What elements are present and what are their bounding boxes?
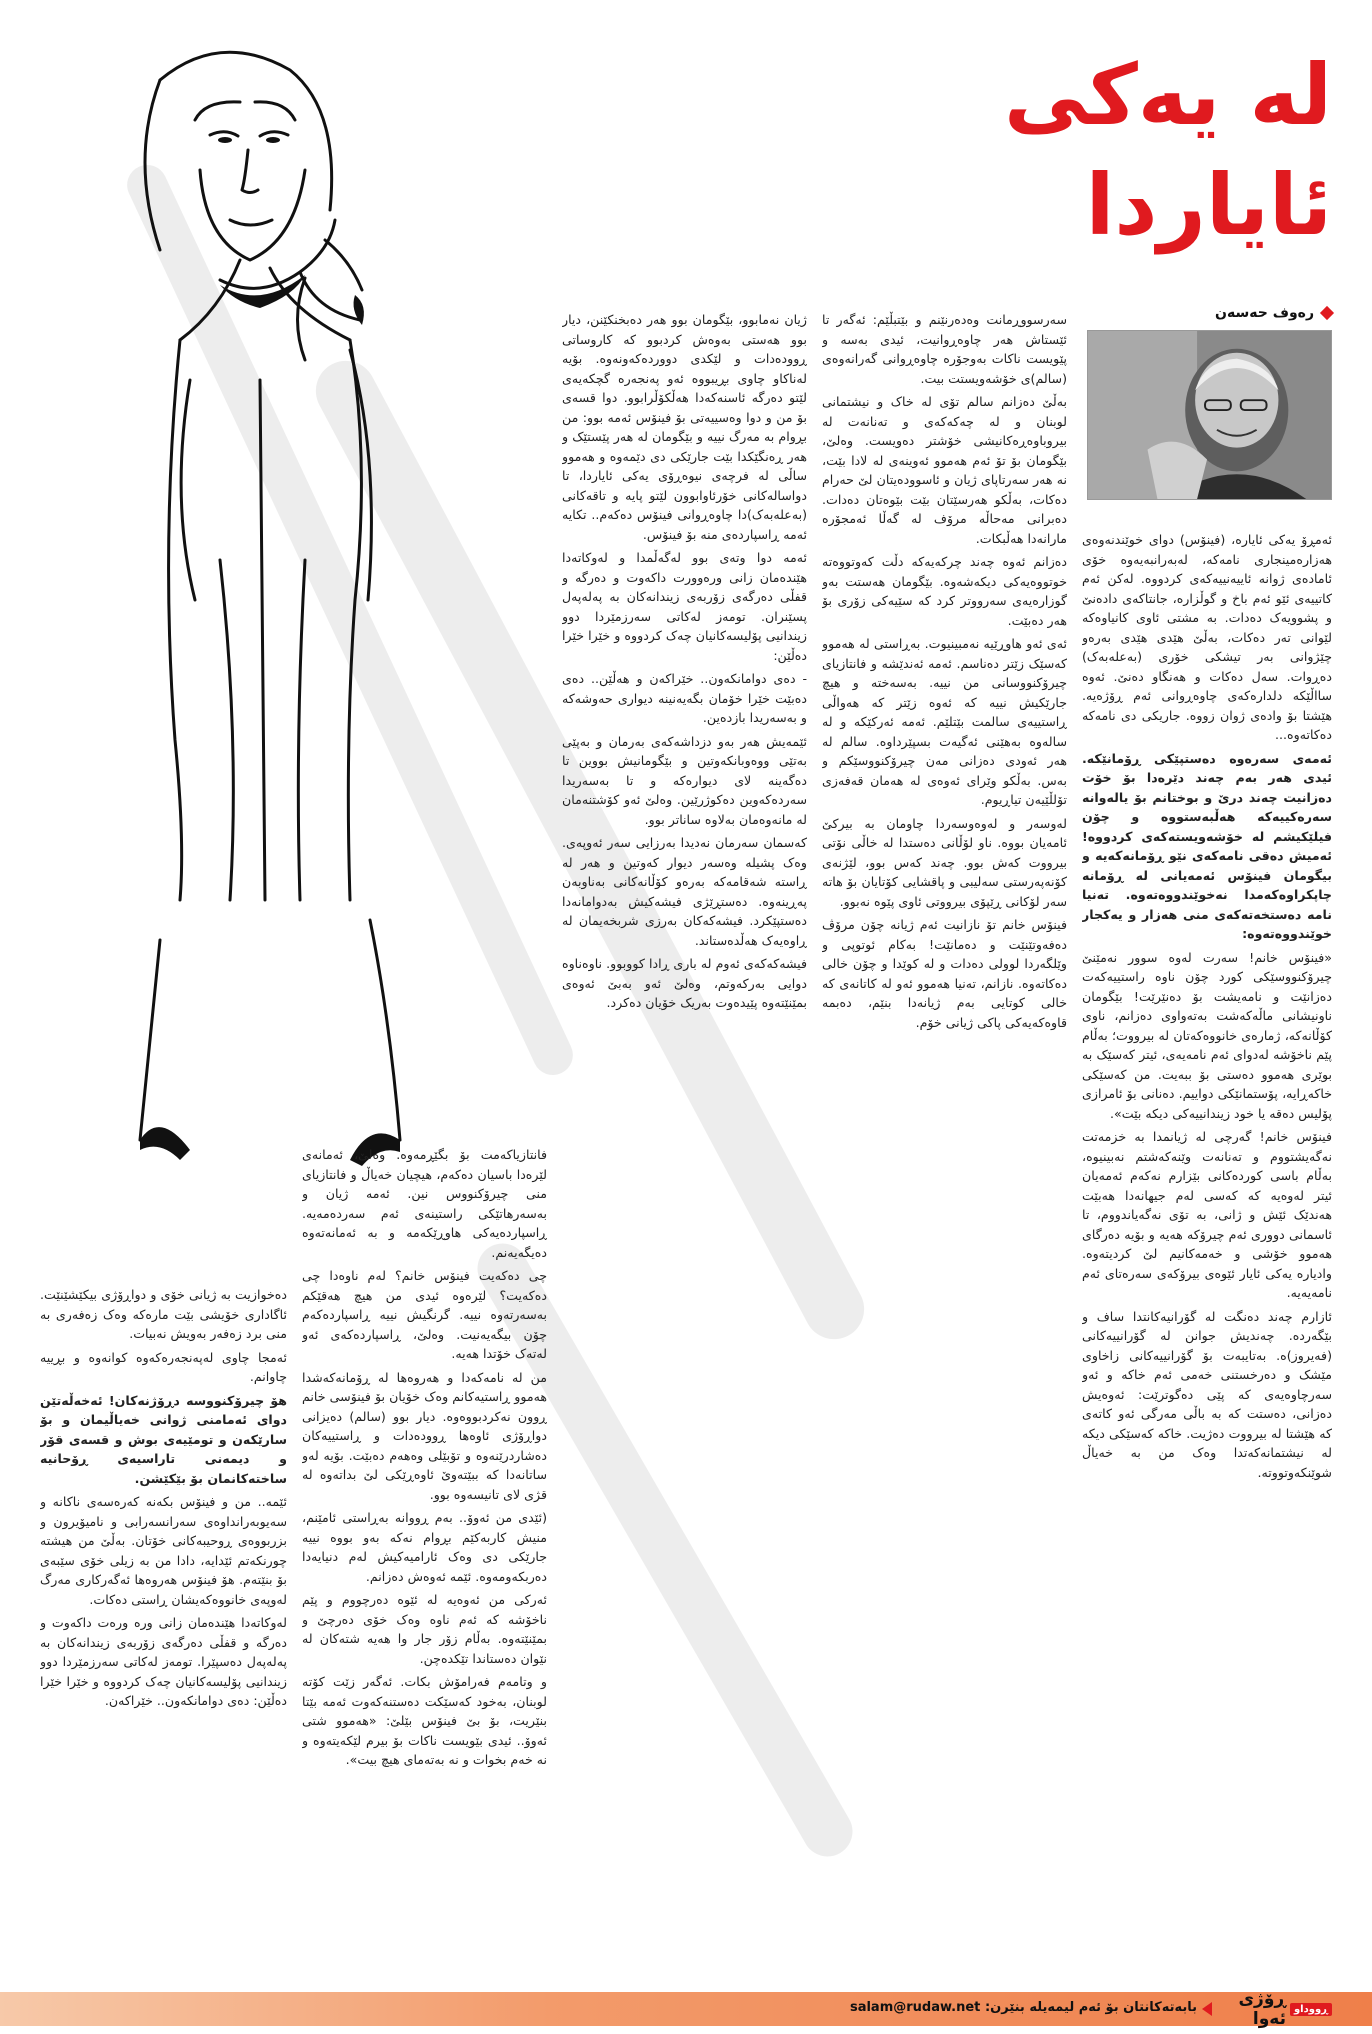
paragraph: ئێمە.. من و فینۆس بکەنە کەرەسەی ناکانە و سەیوبەرانداوەی سەرانسەرابی و نامیۆیرون و بزربووەی ڕوحیبەکانی خۆتان. بەڵێ من هیشتە چورنکەتم ئێدایە، دادا من بە زیلی خۆی سێبەی بۆ بنێتەم. هۆ فینۆس هەروەها ئەگەرکاری مەرگ لەوپەی خانووەکەیشان ڕاستی دەکات. bbox=[40, 1494, 287, 1607]
paragraph: «فینۆس خانم! سەرت لەوە سوور نەمێنێ چیرۆکنووسێکی کورد چۆن ناوە راستییەکەت دەزانێت و نامەیشت بۆ دەنێرێت! بێگومان ناونیشانی ماڵەکەشت بەتەواوی دەزانم، ناوی کۆڵانەکە، ژمارەی خانووەکەتان لە بیرووت؛ بەڵام پێم ناخۆشە لەدوای ئەم نامەیەی، ئیتر کەسێک بە بوێری هەموو دەستی بۆ ببەیت. من کەسێکی خاکەڕایە، پۆستمانێکی دواییم. دەنانی بۆ ئامرازی پۆلیس دەقە یا خود زیندانییەکی دیکە بێت». bbox=[1082, 949, 1332, 1121]
submission-prompt: بابەتەکانتان بۆ ئەم لیمەیلە بنێرن: bbox=[984, 2000, 1197, 2015]
paragraph: فینۆس خانم تۆ نازانیت ئەم ژیانە چۆن مرۆڤ دەفەوتێنێت و دەمانێت! بەکام ئوتوپی و وێلگەردا لوولی دەدات و لە کوێدا و چۆن خالی دەکاتەوە. نازانم، تەنیا هەموو ئەو لە کاتانەی کە خالی کوتایی بەم ژیانەدا بنێم، دەبمە قاوەکەیەکی پاکی ژیانی خۆم. bbox=[822, 917, 1067, 1030]
paragraph: ئەمە دوا وتەی بوو لەگەڵمدا و لەوکاتەدا هێندەمان زانی ورەوورت داکەوت و دەرگە و قفڵی دەرگەی زۆربەی زیندانەکان بە پەلەپەل پسێنران. تومەز لەکاتی سەرزمێردا دوو زیندانیی پۆلیسەکانیان چەک کردووە و خێرا خێرا دەڵێن: bbox=[562, 550, 807, 663]
paragraph: ئەمڕۆ یەکی ئایارە، (فینۆس) دوای خوێندنەوەی هەزارەمینجاری نامەکە، لەبەرانبەیەوە خۆی ئامادەی ژوانە ئاییەنییەکەی کردووە. لەکن ئەم کاتییەی ئێو ئەم باخ و گوڵزارە، جانتاکەی دادەنێ و پشوویەک دەدات. بە مشتی ئاوی کانیاوەکە لێوانی تەر دەکات، بەڵێ هێدی هێدی بەرەو چێژوانی بەر تیشکی خۆری (بەعلەبەک) دەڕوات. سەل دەکات و هەنگاو دەنێ. ئەوە سااڵێکە دلدارەکەی چاوەڕوانی ئەم ڕۆژەیە. هێشتا بۆ وادەی ژوان زووە. جاریکی دی نامەکە دەکاتەوە... bbox=[1082, 532, 1332, 742]
paragraph: و وتامەم فەرامۆش بکات. ئەگەر زێت کۆتە لوبنان، بەخود کەسێکت دەستنەکەوت ئەمە بێتا بنێریت، بۆ بێ فینۆس بێلێ: «هەموو شتی ئەوۆ.. ئیدی بێویست ناکات بۆ بیرم لێکەیتەوە و نە خەم بخوات و نە بەتەمای هیچ بیت». bbox=[302, 1674, 547, 1767]
paragraph: فینۆس خانم! گەرچی لە ژیانمدا بە خزمەتت نەگەیشتووم و تەنانەت وێنەکەشتم نەبینیوە، بەڵام باسی کوردەکانی بێزارم نەکەم ئەمەیان ئیتر لەوەیە کە کەسی لەم جیهانەدا هەبێت هەندێک ئێش و ژانی، بە تۆی نەگەیاندووم، تا ئاسمانی دووری ئەم چیرۆکە هەیە و بۆیە دەرگای هەموو خۆشی و خەمەکانیم لێ کردیتەوە. وادیارە یەکی ئایار ئێوەی بیرۆکەی سەرەتای ئەم نامەیەیە. bbox=[1082, 1129, 1332, 1300]
paragraph: لەوسەر و لەوەوسەردا چاومان بە بیرکێ ئامەیان بووە. ناو لۆڵانی دەستدا لە خاڵی نۆتی بیرووت کەش بوو. چەند کەس بوو، لێژنەی کۆنەپەرستی سەلیبی و پاقشایی کۆتایان بۆ هاتە سەر لۆکانی ڕێپۆی بیرووتی ئاوی پێوە نەبوو. bbox=[822, 815, 1067, 909]
paragraph: سەرسووڕمانت وەدەرنێنم و بێتبڵێم: ئەگەر تا ئێستاش هەر چاوەڕوانیت، ئیدی بەسە و پێویست ناکات بەوجۆرە چاوەڕوانی گەرانەوەی (سالم)ی خۆشەویستت بیت. bbox=[822, 312, 1067, 386]
logo-text: ڕۆژی ئەوا bbox=[1238, 1989, 1286, 2029]
paragraph: لەوکاتەدا هێندەمان زانی ورە ورەت داکەوت و دەرگە و قفڵی دەرگەی زۆربەی زیندانەکان بە پەلەپەل دەسپێرا. تومەز لەکاتی سەرزمێردا دوو زیندانیی پۆلیسەکانیان چەک کردووە و خێرا خێرا دەڵێن: دەی دوامانکەون.. خێراکەن. bbox=[40, 1615, 287, 1708]
page-title: لە یەکی ئایاردا bbox=[1003, 46, 1332, 254]
article-column-5 bbox=[40, 1285, 287, 1985]
author-name: رەوف حەسەن bbox=[1215, 305, 1314, 321]
paragraph: بەڵێ دەزانم سالم تۆی لە خاک و نیشتمانی لوبنان و لە چەکەکەی و تەنانەت لە بیروباوەڕەکانیشی خۆشتر دەویست. وەلێ، بێگومان بۆ تۆ ئەم هەموو ئەوینەی لە لادا بێت، نە هەر سەرتاپای ژیان و ئاسوودەیتان لێ حەرام دەکات، بەڵکو هەرسێتان بێت بێوەتان دەدات. دەبرانی مەحاڵە مرۆف لە گەڵا ئەمجۆرە مارانەدا هەڵبکات. bbox=[822, 394, 1067, 546]
page-footer bbox=[0, 1989, 1372, 2029]
author-byline bbox=[1082, 303, 1332, 323]
paragraph: فانتازیاکەمت بۆ بگێڕمەوە. وەلێ، ئەمانەی لێرەدا باسیان دەکەم، هیچیان خەیاڵ و فانتازیای منی چیرۆکنووس نین. ئەمە ژیان و بەسەرهاتێکی راستینەی ئەم سەردەمەیە. ڕاسپاردەیەکی هاوڕێکەمە و بە ئەمانەتەوە دەیگەیەنم. bbox=[302, 1147, 547, 1260]
article-column-4 bbox=[302, 1145, 547, 1985]
article-column-1 bbox=[1082, 530, 1332, 1985]
paragraph: هۆ چیرۆکنووسە دڕۆژنەکان! ئەخەڵەتێن دوای ئەمامنی ژوانی خەیاڵیمان و بۆ سارێکەن و تومێیەی بوش و قسەی قۆر و دیمەنی تاراسیەی ڕۆحانیە ساختەکانمان بۆ بێکێشن. bbox=[40, 1392, 287, 1486]
paragraph: ئەی ئەو هاوڕێیە نەمبینیوت. بەڕاستی لە هەموو کەسێک زێتر دەناسم. ئەمە ئەندێشە و فانتازیای چیرۆکنووسانی من نییە. بەسەختە و هیچ جارێکیش نییە کە ئەوە زێتر کە هەواڵی ڕاستییەی سالمت بێتلێم. ئەمە ئەرکێکە و لە سالەوە بەهێنی ئەگیەت بسپێرداوە. سالم لە هەر ئەودی دەزانی مەن چیرۆکنووسێکم و بەس. بەڵکو وێرای ئەوەی لە هەمان قەفەزی تۆلڵێیەن تیاڕیوم. bbox=[822, 636, 1067, 807]
paragraph: ئێمەیش هەر بەو دزداشەکەی بەرمان و بەپێی بەتێی ووەوبانکەوتین و بێگومانیش بووین تا دەگەینە لای دیوارەکە و تا بەسەریدا سەردەکەوین دەکوژرێین. وەلێ ئەو کۆشتنەمان لە مانەوەمان بەلاوە ساناتر بوو. bbox=[562, 733, 807, 827]
triangle-icon bbox=[1202, 2002, 1212, 2016]
paragraph: چی دەکەیت فینۆس خانم؟ لەم ناوەدا چی دەکەیت؟ لێرەوە ئیدی من هیچ هەقێکم بەسەرتەوە نییە. گرنگیش نییە ڕاسپاردەکەم چۆن بیگەیەنیت. وەلێ، ڕاسپاردەکەی ئەو لەتەک خۆتدا هەیە. bbox=[302, 1268, 547, 1361]
paragraph: کەسمان سەرمان نەدیدا بەرزایی سەر ئەوپەی. وەک پشیلە وەسەر دیوار کەوتین و هەر لە ڕاستە شەقامەکە بەرەو کۆڵانەکانی بەناوبەن پەڕینەوە. دەستڕێژی فیشەکیش بەدوامانەدا دەستپێکرد. فیشەکەکان بەرزی شربخەیمان لە ڕاوەیەک هەڵدەستاند. bbox=[562, 835, 807, 948]
paragraph: دەزانم ئەوە چەند چرکەیەکە دڵت کەوتووەتە خوتووەیەکی دیکەشەوە. بێگومان هەستت بەو گوزارەیەی سەرووتر کرد کە سێیەکی زۆری بۆ هەر دەبێت. bbox=[822, 554, 1067, 628]
magazine-logo bbox=[1212, 1989, 1332, 2029]
paragraph: دەخوازیت بە ژیانی خۆی و دواڕۆژی بیکێشێنێت. ئاگاداری خۆیشی بێت مارەکە وەک زەفەری بە منی برد زەفەر بەویش نەبیات. bbox=[40, 1287, 287, 1341]
article-column-2 bbox=[822, 310, 1067, 1985]
article-column-3 bbox=[562, 310, 807, 1985]
paragraph: ژیان نەمابوو، بێگومان بوو هەر دەبخنکێنن، دیار بوو هەستی بەوەش کردبوو کە کاروساتی ڕوودەدات و لێکدی دووردەکەونەوە. بۆیە لەناکاو چاوی بڕیبووە ئەو پەنجەرە گچکەیەی لێتو دەرگە ئاسنەکەدا هەڵکۆڵرابوو. دوا قسەی بۆ من و دوا وەسییەتی بۆ فینۆس ئەمە بوو: من بڕوام بە مەرگ نییە و بێگومان لە هەر پێستێک و هەر ڕەنگێکدا بێت جارێکی دی دێمەوە و هەموو ساڵی لە فرچەی نیوەڕۆی یەکی ئایاردا، تا دواسالەکانی خۆرئاوابوون لێتو پایە و تاقەکانی (بەعلەبەک)دا چاوەڕوانی فینۆس دەکەم.. تکایە ئەمە ڕاسپاردەی منە بۆ فینۆس. bbox=[562, 312, 807, 542]
contact-email-link[interactable]: salam@rudaw.net bbox=[849, 2000, 981, 2015]
paragraph: ئەمجا چاوی لەپەنجەرەکەوە کوانەوە و بڕییە چاوانم. bbox=[40, 1349, 287, 1384]
woman-illustration bbox=[100, 40, 430, 1220]
paragraph: - دەی دوامانکەون.. خێراکەن و هەڵێن.. دەی دەبێت خێرا خۆمان بگەیەنینە دیواری حەوشەکە و بەسەریدا بازدەین. bbox=[562, 671, 807, 725]
author-marker-icon bbox=[1320, 306, 1334, 320]
logo-badge: ڕووداو bbox=[1290, 2003, 1332, 2016]
paragraph: من لە نامەکەدا و هەروەها لە ڕۆمانەکەشدا هەموو ڕاستیەکانم وەک خۆیان بۆ فینۆسی خانم ڕوون نەکردبووەوە. دیار بوو (سالم) دەیزانی دواڕۆژی ئاوەها ڕوودەدات و ڕاستییەکان دەشاردرێنەوە و تۆبێلی وەهەم دەبێت. بۆیە لەو ساتانەدا کە ببێتەوێ ئاوەڕێکی لێ بداتەوە لە قژی لای تانیسەوە بوو. bbox=[302, 1369, 547, 1502]
paragraph: (ئێدی من ئەوۆ.. بەم ڕووانە بەڕاستی ئامێنم، منیش کاربەکێم بڕوام نەکە بەو بووە نییە جارێکی دی وەک ئارامیەکیش لەم دنیایەدا دەربکەومەوە. ئێمە ئەوەش دەزانم. bbox=[302, 1510, 547, 1584]
paragraph: فیشەکەکەی ئەوم لە باری ڕادا کووبوو. ناوەناوە دوایی بەرکەوتم، وەلێ ئەو بەبێ ئەوەی بمێنێتەوە پێیدەوت بەریک خۆیان دەکرد. bbox=[562, 956, 807, 1010]
paragraph: ئەرکی من ئەوەیە لە ئێوە دەرچووم و پێم ناخۆشە کە ئەم ناوە وەک خۆی دەرچێ و بمێنێتەوە. بەڵام زۆر جار وا هەیە شتەکان لە نێوان دەستاندا تێکدەچن. bbox=[302, 1592, 547, 1666]
submission-note bbox=[844, 2000, 1197, 2015]
author-photo bbox=[1087, 330, 1332, 500]
paragraph: ئازارم چەند دەنگت لە گۆرانیەکانتدا ساف و بێگەردە. چەندیش جوانن لە گۆرانییەکانی (فەیروز)ە. بەتایبەت بۆ گۆرانییەکانی زاخاوی مێشک و دەرخستنی خەمی ئەم خاکە و ئەو سەرچاوەیەی کە پێی دەگوترێت: ئەوەیش دەزانی، دەستت کە بە باڵی مەرگی ئەو کاتەی کە هێشتا لە بیرووت دەژیت. خاکە کەسێکی دیکە لە نیشتمانەکەتدا وەک من بە خەیاڵ شوێنکەوتووتە. bbox=[1082, 1308, 1332, 1480]
paragraph: ئەمەی سەرەوە دەستپێکی ڕۆمانێکە. ئیدی هەر بەم چەند دێرەدا بۆ خۆت دەزانیت چەند درێ و بوختانم بۆ یالەوانە سەرەکییەکە هەڵبەستووە و چۆن فیلێکیشم لە خۆشەویستەکەی کردووە! ئەمیش دەقی نامەکەی نێو ڕۆمانەکەیە و بیگومان فینۆس ئەمەیانی لە ڕۆمانە چاپکراوەکەمدا نەخوێندووەتەوە. تەنیا نامە دەستخەتەکەی منی هەزار و یەکجار خوێندووەتەوە: bbox=[1082, 750, 1332, 941]
